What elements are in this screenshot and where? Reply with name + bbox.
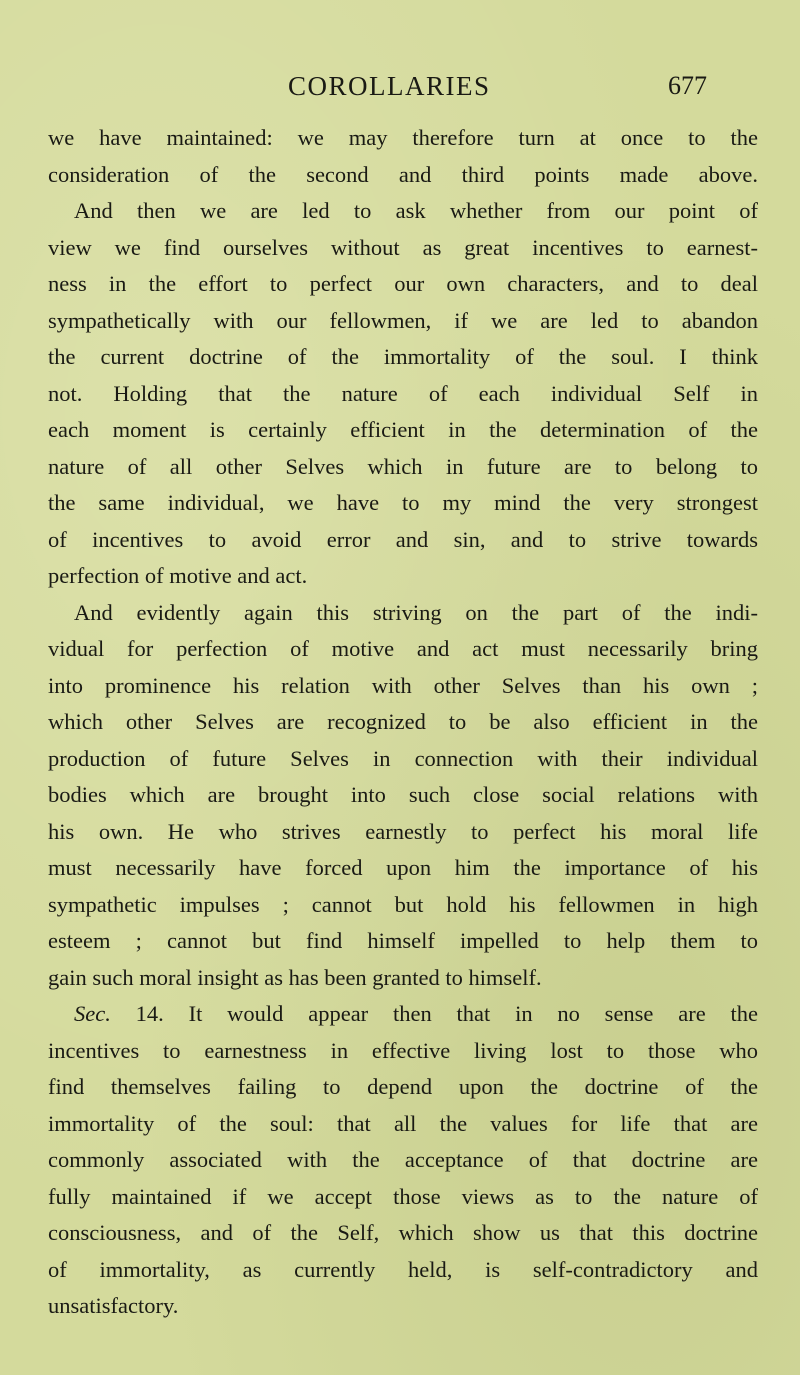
text-line: must necessarily have forced upon him the importance of his [48,855,758,880]
header-title: COROLLARIES [288,71,491,101]
text-line: find themselves failing to depend upon the doctrine of the [48,1074,758,1099]
text-line: consciousness, and of the Self, which show us that this doctrine [48,1220,758,1245]
text-line: vidual for perfection of motive and act must necessarily bring [48,636,758,661]
text-line: And then we are led to ask whether from our point of [74,198,758,223]
text-line: consideration of the second and third points made above. [48,161,758,187]
text-line: esteem ; cannot but find himself impelled to help them to [48,928,758,953]
text-line: each moment is certainly efficient in the determination of the [48,417,758,442]
text-line: the current doctrine of the immortality of the soul. I think [48,344,758,369]
page-number: 677 [668,71,707,100]
text-line: gain such moral insight as has been granted to himself. [48,964,542,990]
text-line: ness in the effort to perfect our own characters, and to deal [48,271,758,296]
text-line: sympathetically with our fellowmen, if we are led to abandon [48,307,758,333]
section-label: Sec. [74,1001,111,1026]
text-line: nature of all other Selves which in future are to belong to [48,453,758,479]
text-line: commonly associated with the acceptance of that doctrine are [48,1147,758,1172]
text-line: sympathetic impulses ; cannot but hold his fellowmen in high [48,891,758,917]
text-line: into prominence his relation with other Selves than his own ; [48,672,758,698]
text-line: view we find ourselves without as great incentives to earnest- [48,234,758,260]
text-line: of immortality, as currently held, is self-contradictory and [48,1256,758,1282]
text-line: we have maintained: we may therefore turn at once to the [48,125,758,150]
text-line: not. Holding that the nature of each individual Self in [48,380,758,406]
text-line: incentives to earnestness in effective living lost to those who [48,1037,758,1063]
body-text [48,120,758,1325]
text-line: immortality of the soul: that all the values for life that are [48,1110,758,1136]
text-line: which other Selves are recognized to be also efficient in the [48,709,758,734]
text-line: production of future Selves in connection with their individual [48,745,758,771]
text-line-section [48,996,758,1033]
running-head [0,68,800,108]
text-line: the same individual, we have to my mind the very strongest [48,490,758,515]
text-line: bodies which are brought into such close social relations with [48,782,758,807]
section-text: 14. It would appear then that in no sense are the [135,1001,758,1026]
text-line: fully maintained if we accept those views as to the nature of [48,1183,758,1209]
text-line: of incentives to avoid error and sin, and to strive towards [48,526,758,552]
text-line: his own. He who strives earnestly to perfect his moral life [48,818,758,844]
text-line: unsatisfactory. [48,1293,179,1318]
text-line: And evidently again this striving on the part of the indi- [74,599,758,625]
text-line: perfection of motive and act. [48,563,308,588]
